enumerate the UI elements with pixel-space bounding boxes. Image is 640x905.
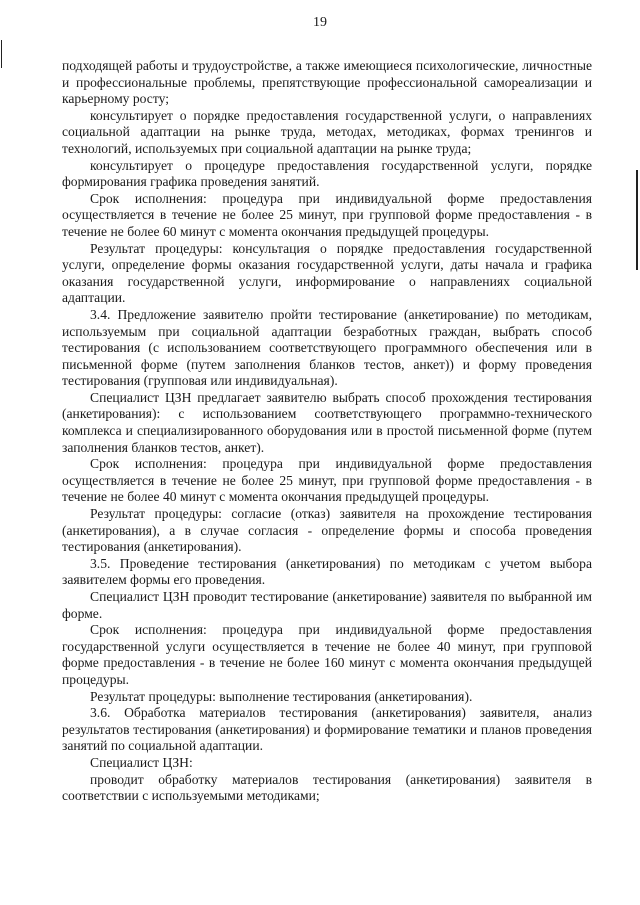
section-heading-3-5: 3.5. Проведение тестирования (анкетирования) по методикам с учетом выбора заявителем формы его проведения. xyxy=(62,555,592,588)
paragraph: Специалист ЦЗН предлагает заявителю выбрать способ прохождения тестирования (анкетирования): с использованием соответствующего программно-технического комплекса и специализированного оборудования или в простой письменной форме (путем заполнения бланков тестов, анкет). xyxy=(62,389,592,455)
paragraph: Срок исполнения: процедура при индивидуальной форме предоставления осуществляется в течение не более 25 минут, при групповой форме предоставления - в течение не более 40 минут с момента окончания предыдущей процедуры. xyxy=(62,456,592,505)
scan-edge-mark-left xyxy=(1,40,2,68)
paragraph: Результат процедуры: выполнение тестирования (анкетирования). xyxy=(90,688,473,704)
paragraph: консультирует о процедуре предоставления государственной услуги, порядке формирования графика проведения занятий. xyxy=(62,157,592,190)
scan-edge-mark-right xyxy=(636,170,638,270)
document-body xyxy=(62,58,592,805)
paragraph: проводит обработку материалов тестирования (анкетирования) заявителя в соответствии с используемыми методиками; xyxy=(62,771,592,804)
paragraph: Специалист ЦЗН проводит тестирование (анкетирование) заявителя по выбранной им форме. xyxy=(62,589,592,621)
paragraph: Результат процедуры: согласие (отказ) заявителя на прохождение тестирования (анкетирования), а в случае согласия - определение формы и способа проведения тестирования (анкетирования). xyxy=(62,506,592,555)
paragraph: Срок исполнения: процедура при индивидуальной форме предоставления осуществляется в течение не более 25 минут, при групповой форме предоставления - в течение не более 60 минут с момента окончания предыдущей процедуры. xyxy=(62,190,592,239)
paragraph: подходящей работы и трудоустройстве, а также имеющиеся психологические, личностные и профессиональные проблемы, препятствующие профессиональной самореализации и карьерному росту; xyxy=(62,58,592,107)
paragraph: консультирует о порядке предоставления государственной услуги, о направлениях социальной адаптации на рынке труда, методах, методиках, формах тренингов и технологий, используемых при социальной адаптации на рынке труда; xyxy=(62,107,592,156)
section-heading-3-6: 3.6. Обработка материалов тестирования (анкетирования) заявителя, анализ результатов тестирования (анкетирования) и формирование тематики и планов проведения занятий по социальной адаптации. xyxy=(62,705,592,754)
paragraph: Срок исполнения: процедура при индивидуальной форме предоставления государственной услуги осуществляется в течение не более 40 минут, при групповой форме предоставления - в течение не более 160 минут с момента окончания предыдущей процедуры. xyxy=(62,622,592,687)
paragraph: Специалист ЦЗН: xyxy=(90,754,193,770)
paragraph: Результат процедуры: консультация о порядке предоставления государственной услуги, определение формы оказания государственной услуги, даты начала и графика оказания государственной услуги, информирование о направлениях социальной адаптации. xyxy=(62,240,592,306)
section-heading-3-4: 3.4. Предложение заявителю пройти тестирование (анкетирование) по методикам, используемым при социальной адаптации безработных граждан, выбрать способ тестирования (с использованием соответствующего программного обеспечения или в письменной форме (путем заполнения бланков тестов, анкет)) и форму проведения тестирования (групповая или индивидуальная). xyxy=(62,306,592,389)
page-number: 19 xyxy=(313,15,327,30)
